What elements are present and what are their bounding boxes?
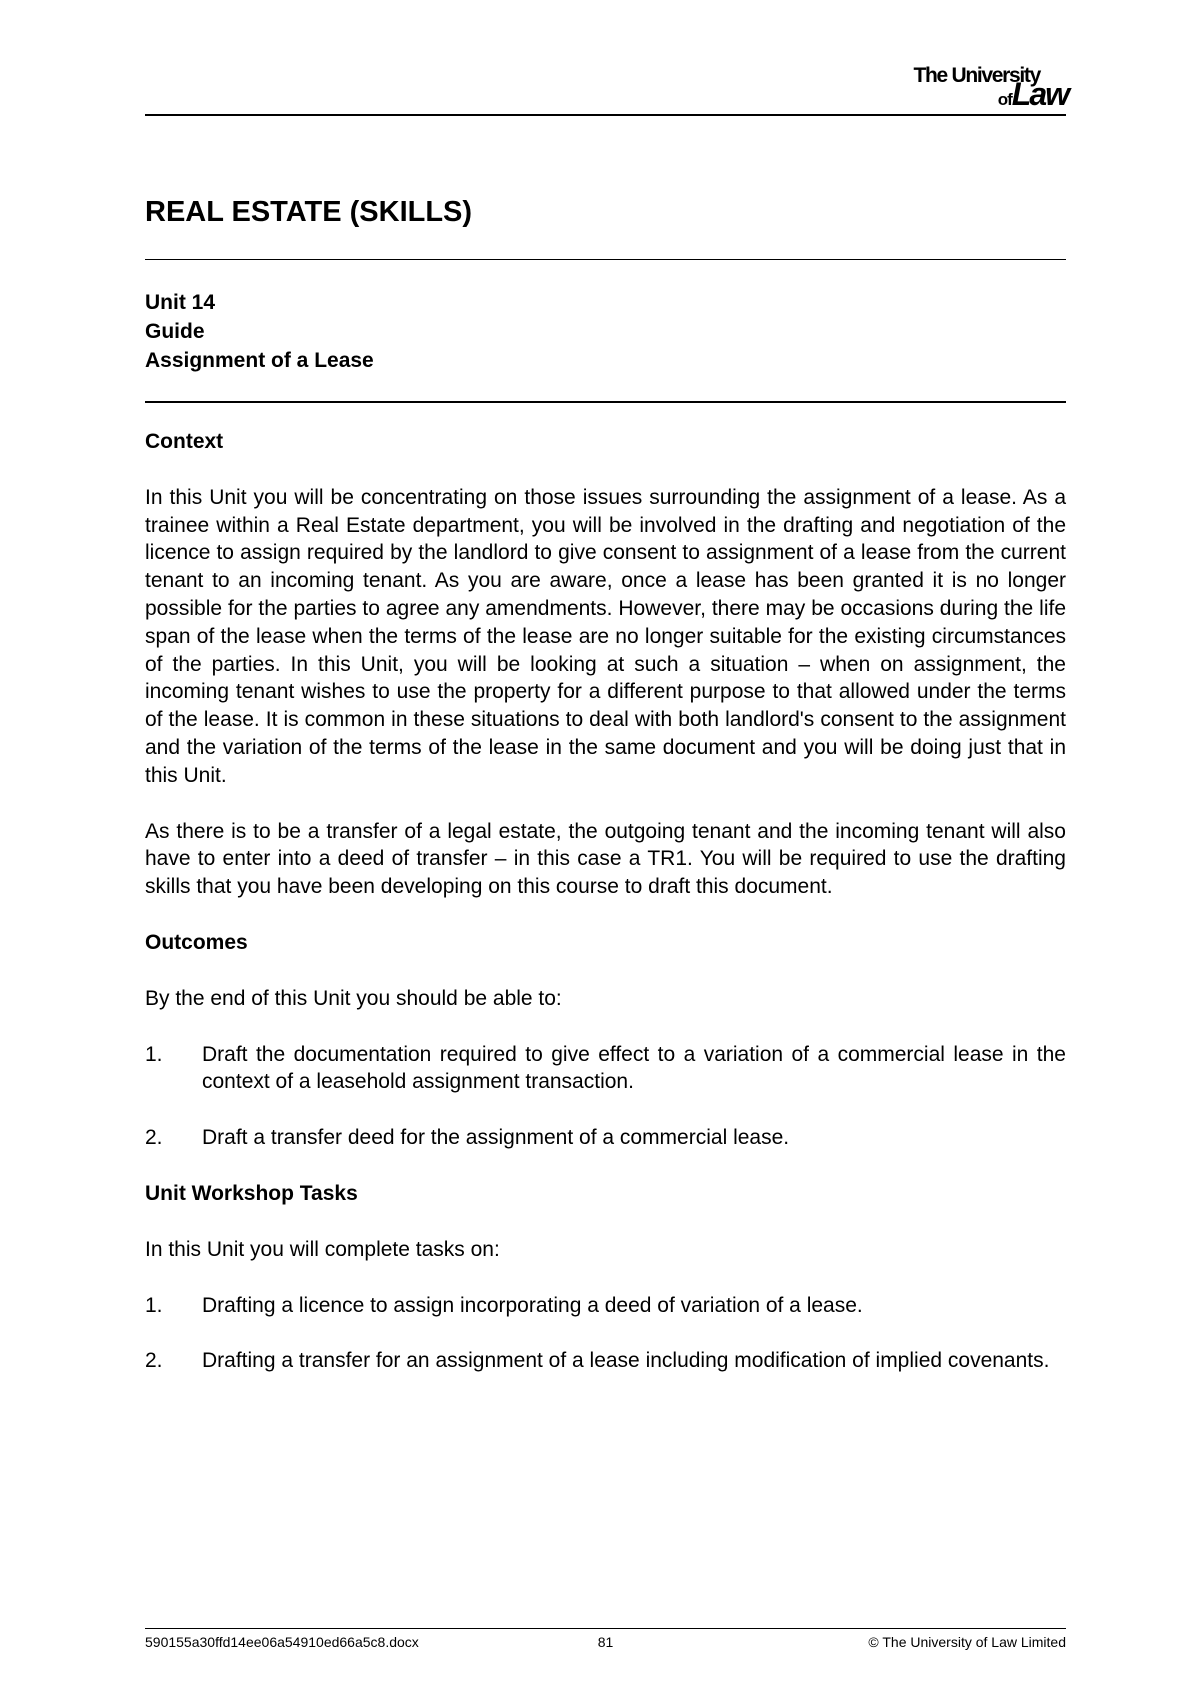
context-paragraph-2: As there is to be a transfer of a legal estate, the outgoing tenant and the incoming tenant will also have to enter into a deed of transfer – in this case a TR1. You will be required to use the drafting skills that you have been developing on this course to draft this document. bbox=[145, 819, 1066, 899]
footer-copyright: © The University of Law Limited bbox=[868, 1634, 1066, 1650]
logo-of: of bbox=[997, 90, 1012, 109]
tasks-list bbox=[145, 1292, 1066, 1376]
footer-filename: 590155a30ffd14ee06a54910ed66a5c8.docx bbox=[145, 1634, 419, 1650]
outcome-text: Draft the documentation required to give effect to a variation of a commercial lease in the context of a leasehold assignment transaction. bbox=[202, 1042, 1066, 1094]
outcome-text: Draft a transfer deed for the assignment of a commercial lease. bbox=[202, 1126, 790, 1150]
unit-subtitle: Assignment of a Lease bbox=[145, 349, 374, 372]
logo-law: Law bbox=[1011, 76, 1068, 112]
footer-page-number: 81 bbox=[597, 1634, 614, 1650]
outcomes-list bbox=[145, 1041, 1066, 1152]
unit-number: Unit 14 bbox=[145, 291, 216, 314]
task-text: Drafting a licence to assign incorporating a deed of variation of a lease. bbox=[202, 1293, 863, 1317]
task-item bbox=[145, 1292, 1066, 1320]
outcome-item bbox=[145, 1041, 1066, 1097]
tasks-intro: In this Unit you will complete tasks on: bbox=[145, 1237, 500, 1261]
document-title: REAL ESTATE (SKILLS) bbox=[145, 196, 473, 228]
title-divider bbox=[145, 259, 1066, 260]
header-rule bbox=[145, 114, 1066, 116]
outcomes-intro: By the end of this Unit you should be able to: bbox=[145, 986, 562, 1010]
context-heading: Context bbox=[145, 430, 224, 453]
footer-rule bbox=[145, 1628, 1066, 1629]
university-logo bbox=[858, 64, 1068, 112]
unit-info bbox=[145, 288, 374, 375]
task-text: Drafting a transfer for an assignment of a lease including modification of implied covenants. bbox=[202, 1349, 1050, 1373]
context-paragraph-1: In this Unit you will be concentrating on those issues surrounding the assignment of a lease. As a trainee within a Real Estate department, you will be involved in the drafting and negotiation of the licence to assign required by the landlord to give consent to assignment of a lease from the current tenant to an incoming tenant. As you are aware, once a lease has been granted it is no longer possible for the parties to agree any amendments. However, there may be occasions during the life span of the lease when the terms of the lease are no longer suitable for the existing circumstances of the parties. In this Unit, you will be looking at such a situation – when on assignment, the incoming tenant wishes to use the property for a different purpose to that allowed under the terms of the lease. It is common in these situations to deal with both landlord's consent to the assignment and the variation of the terms of the lease in the same document and you will be doing just that in this Unit. bbox=[145, 485, 1066, 787]
task-number: 2. bbox=[145, 1349, 163, 1373]
tasks-heading: Unit Workshop Tasks bbox=[145, 1181, 358, 1205]
logo-line2 bbox=[998, 76, 1068, 113]
document-body bbox=[145, 428, 1066, 1403]
outcome-number: 2. bbox=[145, 1126, 163, 1150]
guide-label: Guide bbox=[145, 320, 205, 343]
task-number: 1. bbox=[145, 1293, 163, 1317]
unit-divider bbox=[145, 401, 1066, 403]
outcomes-heading: Outcomes bbox=[145, 930, 248, 954]
outcome-item bbox=[145, 1124, 1066, 1152]
logo-line1: The University bbox=[913, 64, 1040, 87]
task-item bbox=[145, 1347, 1066, 1375]
outcome-number: 1. bbox=[145, 1042, 163, 1066]
